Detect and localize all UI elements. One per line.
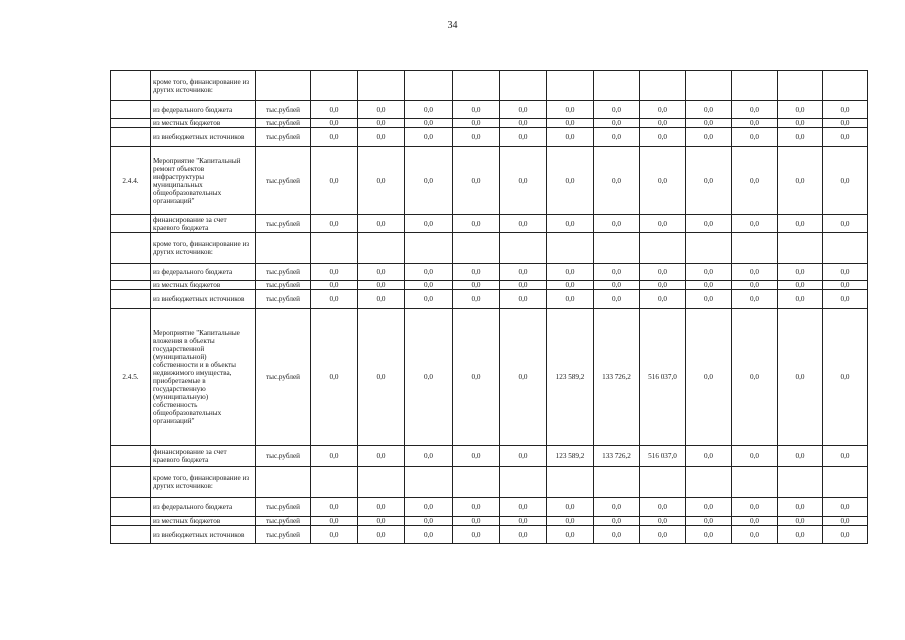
value-cell: 0,0 (358, 119, 405, 128)
value-cell (311, 233, 358, 264)
value-cell (778, 233, 823, 264)
value-cell: 0,0 (311, 446, 358, 467)
value-cell: 0,0 (547, 119, 594, 128)
value-cell: 0,0 (405, 446, 453, 467)
row-description: Мероприятие "Капитальный ремонт объектов инфраструктуры муниципальных общеобразовательных организаций" (151, 147, 256, 215)
value-cell: 0,0 (405, 119, 453, 128)
value-cell: 0,0 (500, 281, 547, 290)
row-number: 2.4.5. (111, 309, 151, 446)
value-cell: 0,0 (594, 215, 640, 233)
value-cell: 0,0 (823, 147, 868, 215)
value-cell: 0,0 (640, 526, 686, 544)
value-cell: 0,0 (778, 498, 823, 517)
value-cell: 516 037,0 (640, 309, 686, 446)
value-cell: 0,0 (500, 446, 547, 467)
row-description: кроме того, финансирование из других источников: (151, 233, 256, 264)
value-cell: 0,0 (686, 281, 732, 290)
value-cell: 0,0 (823, 215, 868, 233)
value-cell: 0,0 (453, 119, 500, 128)
table-row (111, 233, 868, 264)
value-cell: 0,0 (594, 264, 640, 281)
value-cell: 0,0 (732, 119, 778, 128)
row-unit: тыс.рублей (256, 446, 311, 467)
value-cell (594, 233, 640, 264)
value-cell: 0,0 (778, 281, 823, 290)
value-cell (405, 467, 453, 498)
value-cell: 0,0 (311, 517, 358, 526)
value-cell: 0,0 (405, 517, 453, 526)
value-cell: 0,0 (405, 264, 453, 281)
row-unit: тыс.рублей (256, 517, 311, 526)
value-cell: 0,0 (823, 517, 868, 526)
value-cell (640, 467, 686, 498)
value-cell: 0,0 (778, 128, 823, 147)
value-cell: 0,0 (405, 215, 453, 233)
table-row (111, 281, 868, 290)
row-unit: тыс.рублей (256, 119, 311, 128)
value-cell (778, 467, 823, 498)
value-cell: 0,0 (311, 290, 358, 309)
value-cell: 0,0 (594, 281, 640, 290)
value-cell: 0,0 (778, 290, 823, 309)
value-cell: 0,0 (500, 264, 547, 281)
value-cell: 0,0 (453, 147, 500, 215)
value-cell: 0,0 (686, 215, 732, 233)
value-cell: 0,0 (500, 128, 547, 147)
row-number (111, 526, 151, 544)
value-cell: 0,0 (500, 526, 547, 544)
value-cell: 0,0 (500, 215, 547, 233)
value-cell (358, 71, 405, 101)
value-cell: 0,0 (311, 281, 358, 290)
value-cell: 0,0 (823, 101, 868, 119)
value-cell: 516 037,0 (640, 446, 686, 467)
value-cell (732, 71, 778, 101)
value-cell: 0,0 (640, 119, 686, 128)
value-cell (500, 233, 547, 264)
row-unit: тыс.рублей (256, 526, 311, 544)
value-cell: 0,0 (358, 128, 405, 147)
value-cell: 0,0 (686, 290, 732, 309)
value-cell: 0,0 (453, 101, 500, 119)
value-cell: 0,0 (500, 498, 547, 517)
value-cell (405, 71, 453, 101)
value-cell: 0,0 (594, 101, 640, 119)
value-cell: 0,0 (732, 215, 778, 233)
row-unit: тыс.рублей (256, 215, 311, 233)
value-cell (732, 233, 778, 264)
row-description: из местных бюджетов (151, 281, 256, 290)
row-number (111, 446, 151, 467)
row-number (111, 128, 151, 147)
value-cell (823, 71, 868, 101)
value-cell (358, 467, 405, 498)
value-cell: 0,0 (686, 101, 732, 119)
value-cell: 0,0 (358, 526, 405, 544)
row-number (111, 281, 151, 290)
value-cell: 0,0 (358, 446, 405, 467)
value-cell: 0,0 (311, 526, 358, 544)
value-cell: 0,0 (547, 290, 594, 309)
row-unit: тыс.рублей (256, 498, 311, 517)
value-cell: 0,0 (778, 264, 823, 281)
value-cell: 0,0 (405, 309, 453, 446)
value-cell (547, 467, 594, 498)
value-cell (453, 467, 500, 498)
value-cell (453, 233, 500, 264)
value-cell: 0,0 (311, 119, 358, 128)
value-cell: 0,0 (311, 215, 358, 233)
value-cell: 0,0 (823, 290, 868, 309)
value-cell (500, 467, 547, 498)
row-description: из внебюджетных источников (151, 526, 256, 544)
row-number (111, 498, 151, 517)
value-cell: 0,0 (823, 128, 868, 147)
row-number (111, 233, 151, 264)
row-number (111, 290, 151, 309)
value-cell: 0,0 (640, 498, 686, 517)
table-row (111, 128, 868, 147)
value-cell: 0,0 (640, 290, 686, 309)
value-cell: 0,0 (732, 309, 778, 446)
value-cell: 0,0 (686, 309, 732, 446)
row-number (111, 215, 151, 233)
value-cell: 0,0 (594, 128, 640, 147)
table-row (111, 517, 868, 526)
value-cell (732, 467, 778, 498)
value-cell: 0,0 (640, 281, 686, 290)
table-row (111, 498, 868, 517)
row-unit (256, 233, 311, 264)
value-cell: 0,0 (594, 517, 640, 526)
measure-row (111, 147, 868, 215)
value-cell (778, 71, 823, 101)
value-cell: 0,0 (358, 147, 405, 215)
value-cell: 0,0 (453, 264, 500, 281)
value-cell (311, 467, 358, 498)
value-cell: 0,0 (778, 309, 823, 446)
row-description: из федерального бюджета (151, 101, 256, 119)
value-cell: 0,0 (453, 281, 500, 290)
row-description: кроме того, финансирование из других источников: (151, 467, 256, 498)
value-cell: 0,0 (594, 290, 640, 309)
value-cell: 0,0 (640, 517, 686, 526)
value-cell: 0,0 (358, 517, 405, 526)
value-cell (823, 467, 868, 498)
value-cell (547, 233, 594, 264)
row-unit (256, 467, 311, 498)
row-description: кроме того, финансирование из других источников: (151, 71, 256, 101)
value-cell (594, 467, 640, 498)
row-description: из федерального бюджета (151, 264, 256, 281)
value-cell: 0,0 (778, 215, 823, 233)
row-description: из внебюджетных источников (151, 128, 256, 147)
table-body (111, 71, 868, 544)
row-number (111, 101, 151, 119)
row-description: из внебюджетных источников (151, 290, 256, 309)
table-row (111, 215, 868, 233)
row-unit: тыс.рублей (256, 264, 311, 281)
value-cell: 0,0 (547, 215, 594, 233)
value-cell: 0,0 (778, 147, 823, 215)
value-cell: 0,0 (405, 526, 453, 544)
value-cell: 123 589,2 (547, 446, 594, 467)
value-cell: 0,0 (686, 119, 732, 128)
value-cell (823, 233, 868, 264)
value-cell: 0,0 (640, 101, 686, 119)
row-description: финансирование за счет краевого бюджета (151, 215, 256, 233)
value-cell: 0,0 (547, 281, 594, 290)
value-cell (686, 467, 732, 498)
table-row (111, 71, 868, 101)
row-number (111, 71, 151, 101)
row-unit: тыс.рублей (256, 128, 311, 147)
row-description: Мероприятие "Капитальные вложения в объекты государственной (муниципальной) собственности и в объекты недвижимого имущества, приобретаемые в государственную (муниципальную) собственность общеобразовательных организаций" (151, 309, 256, 446)
value-cell: 0,0 (405, 128, 453, 147)
value-cell: 0,0 (311, 147, 358, 215)
row-unit: тыс.рублей (256, 101, 311, 119)
value-cell (358, 233, 405, 264)
value-cell: 0,0 (311, 309, 358, 446)
table-row (111, 101, 868, 119)
value-cell: 0,0 (686, 147, 732, 215)
value-cell: 0,0 (547, 498, 594, 517)
value-cell: 0,0 (686, 498, 732, 517)
row-unit: тыс.рублей (256, 147, 311, 215)
value-cell (311, 71, 358, 101)
value-cell: 0,0 (547, 517, 594, 526)
value-cell (686, 71, 732, 101)
value-cell: 0,0 (311, 128, 358, 147)
value-cell: 0,0 (500, 119, 547, 128)
value-cell: 0,0 (453, 498, 500, 517)
row-description: из федерального бюджета (151, 498, 256, 517)
value-cell: 0,0 (594, 147, 640, 215)
row-number (111, 517, 151, 526)
value-cell: 0,0 (732, 281, 778, 290)
value-cell: 0,0 (547, 264, 594, 281)
value-cell: 0,0 (640, 128, 686, 147)
value-cell: 133 726,2 (594, 309, 640, 446)
table-row (111, 264, 868, 281)
row-number: 2.4.4. (111, 147, 151, 215)
measure-row (111, 309, 868, 446)
table-row (111, 119, 868, 128)
value-cell: 0,0 (686, 128, 732, 147)
value-cell: 0,0 (358, 281, 405, 290)
value-cell (640, 233, 686, 264)
table-row (111, 526, 868, 544)
value-cell: 0,0 (453, 128, 500, 147)
value-cell (686, 233, 732, 264)
value-cell: 0,0 (547, 101, 594, 119)
value-cell: 0,0 (640, 215, 686, 233)
value-cell: 0,0 (547, 147, 594, 215)
value-cell: 0,0 (732, 101, 778, 119)
row-number (111, 264, 151, 281)
row-unit: тыс.рублей (256, 290, 311, 309)
value-cell: 0,0 (405, 281, 453, 290)
value-cell: 0,0 (453, 290, 500, 309)
value-cell: 0,0 (594, 498, 640, 517)
value-cell: 0,0 (686, 526, 732, 544)
table-row (111, 446, 868, 467)
value-cell (640, 71, 686, 101)
value-cell: 0,0 (547, 128, 594, 147)
row-description: финансирование за счет краевого бюджета (151, 446, 256, 467)
value-cell (453, 71, 500, 101)
value-cell: 0,0 (823, 281, 868, 290)
value-cell: 0,0 (732, 147, 778, 215)
value-cell: 0,0 (778, 517, 823, 526)
value-cell: 133 726,2 (594, 446, 640, 467)
row-description: из местных бюджетов (151, 517, 256, 526)
row-unit: тыс.рублей (256, 309, 311, 446)
value-cell: 0,0 (778, 526, 823, 544)
value-cell: 0,0 (732, 290, 778, 309)
value-cell (547, 71, 594, 101)
value-cell: 0,0 (358, 264, 405, 281)
row-number (111, 467, 151, 498)
value-cell: 0,0 (500, 290, 547, 309)
value-cell: 0,0 (358, 498, 405, 517)
value-cell: 0,0 (500, 309, 547, 446)
value-cell: 0,0 (311, 101, 358, 119)
value-cell: 0,0 (732, 517, 778, 526)
value-cell: 0,0 (640, 264, 686, 281)
value-cell (594, 71, 640, 101)
value-cell: 0,0 (358, 101, 405, 119)
budget-table (110, 70, 868, 544)
row-description: из местных бюджетов (151, 119, 256, 128)
row-number (111, 119, 151, 128)
value-cell: 0,0 (358, 215, 405, 233)
value-cell: 0,0 (405, 101, 453, 119)
value-cell: 0,0 (405, 498, 453, 517)
value-cell: 0,0 (594, 119, 640, 128)
value-cell: 0,0 (405, 290, 453, 309)
value-cell: 0,0 (453, 446, 500, 467)
row-unit (256, 71, 311, 101)
value-cell: 123 589,2 (547, 309, 594, 446)
value-cell: 0,0 (778, 119, 823, 128)
value-cell: 0,0 (823, 309, 868, 446)
value-cell: 0,0 (311, 264, 358, 281)
value-cell: 0,0 (778, 446, 823, 467)
value-cell: 0,0 (453, 517, 500, 526)
value-cell: 0,0 (453, 526, 500, 544)
value-cell (500, 71, 547, 101)
value-cell: 0,0 (732, 498, 778, 517)
page-number: 34 (447, 20, 458, 31)
value-cell: 0,0 (594, 526, 640, 544)
value-cell: 0,0 (732, 526, 778, 544)
value-cell: 0,0 (732, 264, 778, 281)
row-unit: тыс.рублей (256, 281, 311, 290)
value-cell: 0,0 (732, 446, 778, 467)
value-cell: 0,0 (732, 128, 778, 147)
value-cell: 0,0 (311, 498, 358, 517)
value-cell (405, 233, 453, 264)
value-cell: 0,0 (823, 119, 868, 128)
value-cell: 0,0 (500, 517, 547, 526)
value-cell: 0,0 (686, 517, 732, 526)
value-cell: 0,0 (823, 264, 868, 281)
table-row (111, 467, 868, 498)
value-cell: 0,0 (640, 147, 686, 215)
value-cell: 0,0 (823, 446, 868, 467)
value-cell: 0,0 (358, 309, 405, 446)
value-cell: 0,0 (686, 264, 732, 281)
value-cell: 0,0 (358, 290, 405, 309)
table-row (111, 290, 868, 309)
value-cell: 0,0 (453, 309, 500, 446)
value-cell: 0,0 (823, 498, 868, 517)
value-cell: 0,0 (453, 215, 500, 233)
value-cell: 0,0 (823, 526, 868, 544)
value-cell: 0,0 (500, 147, 547, 215)
value-cell: 0,0 (500, 101, 547, 119)
value-cell: 0,0 (547, 526, 594, 544)
value-cell: 0,0 (778, 101, 823, 119)
value-cell: 0,0 (686, 446, 732, 467)
value-cell: 0,0 (405, 147, 453, 215)
